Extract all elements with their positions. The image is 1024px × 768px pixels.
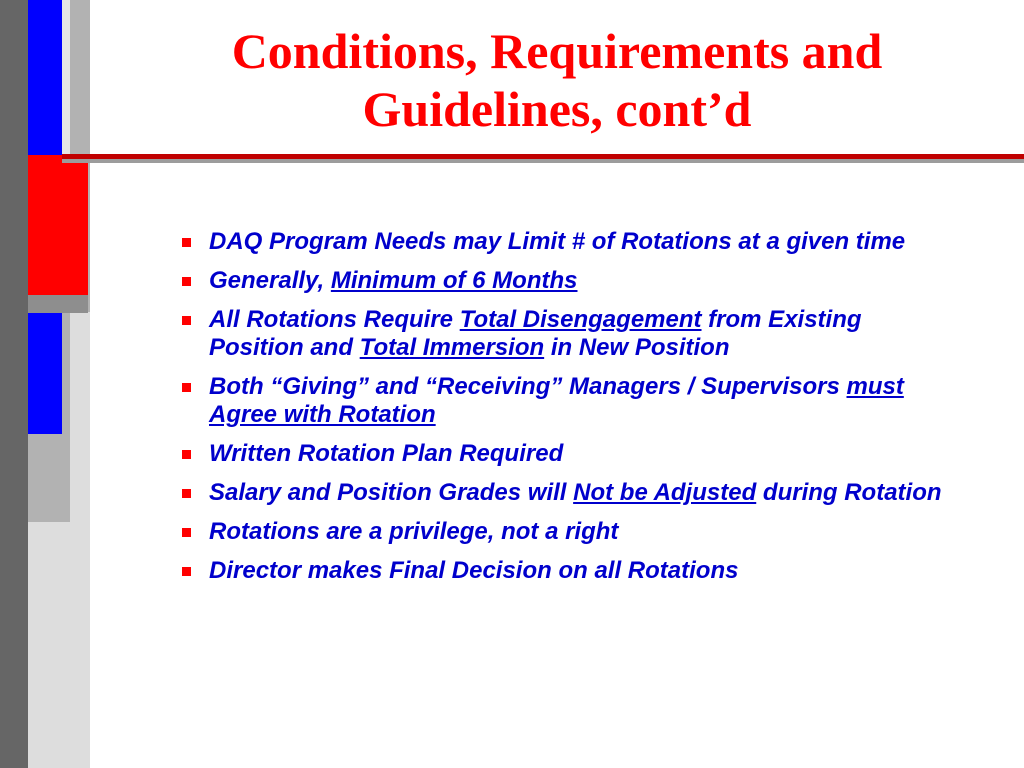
bullet-text: Director makes Final Decision on all Rotations [209, 557, 739, 584]
bullet-text: DAQ Program Needs may Limit # of Rotations at a given time [209, 228, 906, 255]
square-bullet-icon [182, 528, 191, 537]
bullet-item [182, 557, 942, 585]
bullet-text: Rotations are a privilege, not a right [209, 518, 619, 545]
sidebar-stripe-light-lower [28, 522, 90, 768]
bullet-text: Written Rotation Plan Required [209, 440, 564, 467]
bullet-text-underlined: must Agree with Rotation [209, 373, 904, 428]
slide-title [90, 22, 1024, 138]
sidebar-red-block [28, 155, 88, 295]
slide-title-line-1: Conditions, Requirements and [231, 23, 883, 79]
title-divider-shadow [62, 159, 1024, 163]
square-bullet-icon [182, 383, 191, 392]
square-bullet-icon [182, 277, 191, 286]
square-bullet-icon [182, 567, 191, 576]
bullet-text: from Existing Position and [209, 306, 862, 361]
sidebar-stripe-dark [0, 0, 28, 768]
bullet-text-underlined: Total Immersion [359, 334, 545, 361]
bullet-text-underlined: Total Disengagement [459, 306, 702, 333]
bullet-item [182, 267, 942, 295]
bullet-item [182, 228, 942, 256]
square-bullet-icon [182, 450, 191, 459]
bullet-item [182, 440, 942, 468]
sidebar-stripe-white [62, 0, 70, 155]
slide-title-line-2: Guidelines, cont’d [362, 81, 752, 137]
square-bullet-icon [182, 238, 191, 247]
bullet-item [182, 373, 942, 429]
square-bullet-icon [182, 316, 191, 325]
bullet-text-underlined: Not be Adjusted [573, 479, 757, 506]
bullet-text: Salary and Position Grades will [209, 479, 574, 506]
bullet-text: during Rotation [756, 479, 942, 506]
bullet-item [182, 306, 942, 362]
bullet-item [182, 518, 942, 546]
bullet-text: All Rotations Require [209, 306, 460, 333]
bullet-text: Generally, [209, 267, 331, 294]
bullet-text: in New Position [544, 334, 730, 361]
sidebar-red-block-shadow [28, 295, 88, 313]
bullet-item [182, 479, 942, 507]
bullet-text-underlined: Minimum of 6 Months [330, 267, 578, 294]
bullet-text: Both “Giving” and “Receiving” Managers / Supervisors [209, 373, 847, 400]
bullet-list [182, 228, 942, 596]
square-bullet-icon [182, 489, 191, 498]
